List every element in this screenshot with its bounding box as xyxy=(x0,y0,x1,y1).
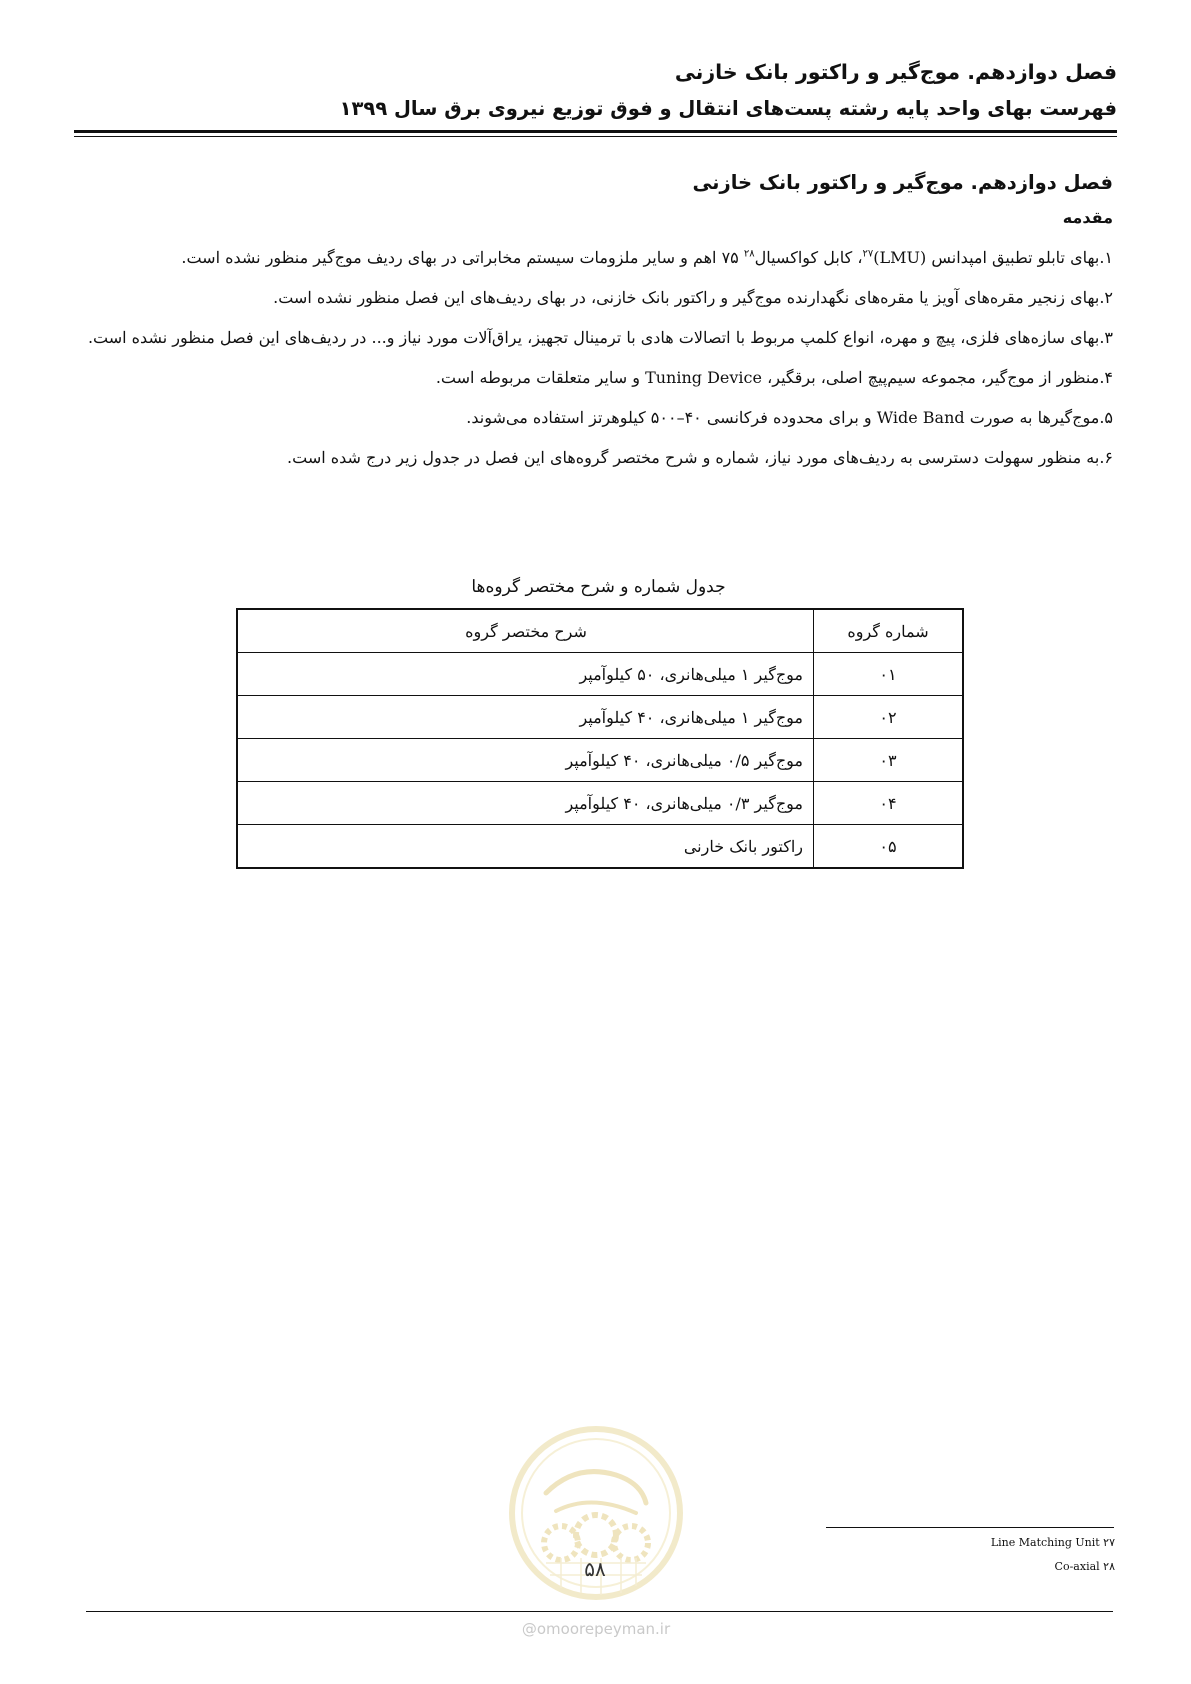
footnote-rule xyxy=(826,1527,1114,1528)
table-row xyxy=(237,653,963,696)
paragraph-4-text-b: و سایر متعلقات مربوطه است. xyxy=(435,368,646,387)
group-number-cell: ۰۱ xyxy=(814,653,964,696)
paragraph-6: ۶.به منظور سهولت دسترسی به ردیف‌های مورد نیاز، شماره و شرح مختصر گروه‌های این فصل در جدول زیر درج شده است. xyxy=(287,448,1113,467)
header-document-title: فهرست بهای واحد پایه رشته پست‌های انتقال و فوق توزیع نیروی برق سال ۱۳۹۹ xyxy=(339,97,1117,120)
paragraph-5-text-a: ۵.موج‌گیرها به صورت xyxy=(964,408,1113,427)
footnote-ref-28[interactable]: ۲۸ xyxy=(743,248,755,260)
header-group-description: شرح مختصر گروه xyxy=(237,609,814,653)
paragraph-1 xyxy=(86,239,1113,277)
table-caption: جدول شماره و شرح مختصر گروه‌ها xyxy=(471,577,726,597)
paragraph-2: ۲.بهای زنجیر مقره‌های آویز یا مقره‌های نگهدارنده موج‌گیر و راکتور بانک خازنی، در بهای ردیف‌های این فصل منظور نشده است. xyxy=(273,288,1113,307)
bottom-rule xyxy=(86,1611,1113,1612)
paragraph-1-text-d: ۷۵ اهم و سایر ملزومات سیستم مخابراتی در بهای ردیف موج‌گیر منظور نشده است. xyxy=(181,248,744,267)
footnote-number: ۲۸ xyxy=(1103,1560,1115,1573)
table-row xyxy=(237,825,963,869)
group-number-cell: ۰۵ xyxy=(814,825,964,869)
group-number-cell: ۰۴ xyxy=(814,782,964,825)
header-chapter-title: فصل دوازدهم. موج‌گیر و راکتور بانک خازنی xyxy=(674,60,1117,84)
group-number-cell: ۰۲ xyxy=(814,696,964,739)
paragraph-1-text-c: ، کابل کواکسیال xyxy=(754,248,863,267)
group-description-cell: راکتور بانک خارنی xyxy=(237,825,814,869)
paragraph-3: ۳.بهای سازه‌های فلزی، پیچ و مهره، انواع کلمپ مربوط با اتصالات هادی با ترمینال تجهیز، یراق‌آلات مورد نیاز و... در ردیف‌های این فصل منظور نشده است. xyxy=(87,328,1113,347)
section-title: فصل دوازدهم. موج‌گیر و راکتور بانک خازنی xyxy=(692,171,1113,194)
header-rule-thin xyxy=(74,136,1117,137)
section-body xyxy=(86,163,1113,479)
footnote-text: Co-axial xyxy=(1054,1560,1100,1573)
group-description-cell: موج‌گیر ۱ میلی‌هانری، ۵۰ کیلوآمپر xyxy=(237,653,814,696)
header-group-number: شماره گروه xyxy=(814,609,964,653)
watermark-text: @omoorepeyman.ir xyxy=(521,1620,671,1638)
group-description-cell: موج‌گیر ۱ میلی‌هانری، ۴۰ کیلوآمپر xyxy=(237,696,814,739)
paragraph-5 xyxy=(86,399,1113,437)
group-description-cell: موج‌گیر ۰/۵ میلی‌هانری، ۴۰ کیلوآمپر xyxy=(237,739,814,782)
footnote-ref-27[interactable]: ۲۷ xyxy=(862,248,874,260)
table-header-row xyxy=(237,609,963,653)
footnotes xyxy=(795,1531,1115,1579)
paragraph-5-latin: Wide Band xyxy=(876,408,965,427)
page-number: ۵۸ xyxy=(584,1557,606,1581)
group-description-cell: موج‌گیر ۰/۳ میلی‌هانری، ۴۰ کیلوآمپر xyxy=(237,782,814,825)
paragraph-1-latin: LMU xyxy=(879,248,921,267)
running-header xyxy=(74,54,1117,127)
groups-table xyxy=(236,608,964,869)
header-rule-thick xyxy=(74,130,1117,133)
paragraph-1-text-b: ) xyxy=(873,248,880,267)
table-row xyxy=(237,782,963,825)
paragraph-1-text-a: ۱.بهای تابلو تطبیق امپدانس ( xyxy=(920,248,1113,267)
group-number-cell: ۰۳ xyxy=(814,739,964,782)
footnote-text: Line Matching Unit xyxy=(990,1536,1100,1549)
footnote-27 xyxy=(795,1531,1115,1555)
table-row xyxy=(237,739,963,782)
paragraph-4-text-a: ۴.منظور از موج‌گیر، مجموعه سیم‌پیچ اصلی، برقگیر، xyxy=(761,368,1113,387)
paragraph-4 xyxy=(86,359,1113,397)
paragraph-4-latin: Tuning Device xyxy=(645,368,762,387)
footnote-number: ۲۷ xyxy=(1103,1536,1115,1549)
section-subtitle: مقدمه xyxy=(1062,208,1113,227)
paragraph-5-text-b: و برای محدوده فرکانسی ۴۰–۵۰۰ کیلوهرتز استفاده می‌شوند. xyxy=(466,408,877,427)
footnote-28 xyxy=(795,1555,1115,1579)
table-row xyxy=(237,696,963,739)
